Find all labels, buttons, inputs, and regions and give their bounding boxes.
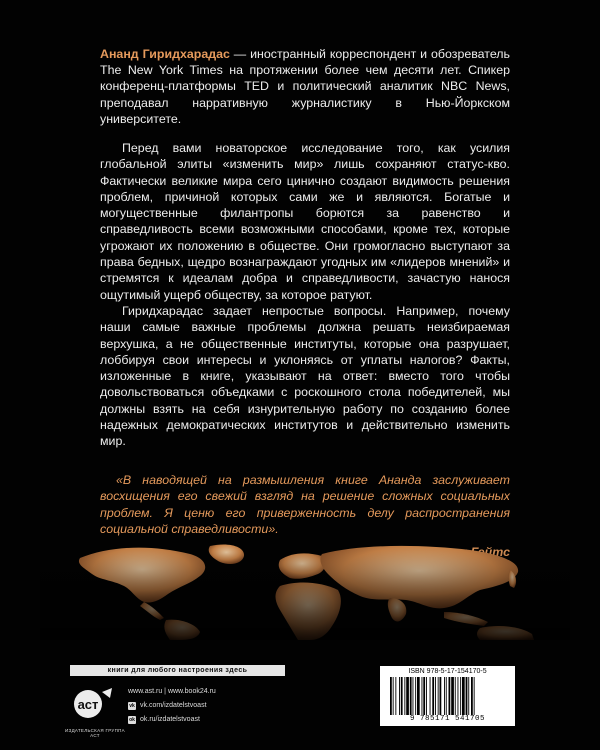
barcode-bar bbox=[415, 677, 416, 715]
barcode-bar bbox=[466, 677, 468, 715]
author-bio-text: — иностранный корреспондент и обозреватель The New York Times на протяжении более чем десяти лет. Спикер конференц-платформы TED и политический аналитик NBC News, преподавал нарративную журналистику в Нью-Йоркском университете. bbox=[100, 47, 510, 126]
vk-link-text[interactable]: vk.com/izdatelstvoast bbox=[140, 702, 207, 709]
barcode-bar bbox=[444, 677, 445, 715]
barcode-bar bbox=[422, 677, 423, 715]
link-ok[interactable] bbox=[128, 714, 298, 725]
barcode-digits: 9 785171 541705 bbox=[409, 715, 485, 723]
barcode-bar bbox=[449, 677, 451, 715]
ok-link-text[interactable]: ok.ru/izdatelstvoast bbox=[140, 716, 200, 723]
barcode-bar bbox=[458, 677, 459, 715]
barcode-bar bbox=[399, 677, 400, 715]
barcode-bar bbox=[430, 677, 431, 715]
publisher-tagline: книги для любого настроения здесь bbox=[70, 665, 285, 676]
website-link-text[interactable]: www.ast.ru | www.book24.ru bbox=[128, 688, 216, 695]
barcode-bar bbox=[390, 677, 392, 715]
barcode-bar bbox=[410, 677, 412, 715]
quote-text: «В наводящей на размышления книге Ананда заслуживает восхищения его свежий взгляд на решение сложных социальных проблем. Я ценю его приверженность делу распространения социальной справедливости». bbox=[100, 473, 510, 536]
barcode-bar bbox=[426, 677, 427, 715]
barcode-bar bbox=[393, 677, 394, 715]
ast-publisher-logo bbox=[72, 686, 114, 720]
barcode-bar bbox=[462, 677, 465, 715]
barcode-bar bbox=[413, 677, 414, 715]
barcode-bar bbox=[440, 677, 442, 715]
publisher-label: ИЗДАТЕЛЬСКАЯ ГРУППА АСТ bbox=[65, 728, 125, 738]
barcode-bar bbox=[406, 677, 409, 715]
barcode-icon bbox=[390, 677, 506, 715]
barcode-bar bbox=[468, 677, 469, 715]
ok-icon: ok bbox=[129, 716, 135, 723]
isbn-barcode bbox=[380, 666, 515, 726]
barcode-bar bbox=[423, 677, 425, 715]
link-vk[interactable] bbox=[128, 700, 298, 711]
barcode-bar bbox=[460, 677, 461, 715]
barcode-bar bbox=[432, 677, 434, 715]
author-bio bbox=[100, 46, 510, 127]
barcode-bar bbox=[435, 677, 436, 715]
world-map-illustration bbox=[40, 540, 570, 640]
barcode-bar bbox=[455, 677, 456, 715]
barcode-bar bbox=[451, 677, 454, 715]
barcode-bar bbox=[446, 677, 447, 715]
barcode-bar bbox=[404, 677, 405, 715]
barcode-bar bbox=[474, 677, 475, 715]
publisher-logo-text: аст bbox=[77, 697, 99, 712]
isbn-label: ISBN 978-5-17-154170-5 bbox=[408, 668, 487, 675]
barcode-bar bbox=[471, 677, 473, 715]
barcode-bar bbox=[401, 677, 403, 715]
barcode-bar bbox=[417, 677, 420, 715]
barcode-bar bbox=[395, 677, 396, 715]
author-name: Ананд Гиридхарадас bbox=[100, 47, 230, 61]
description-paragraph-1: Перед вами новаторское исследование того, как усилия глобальной элиты «изменить мир» лишь сохраняют статус-кво. Фактически великие мира сего цинично создают видимость решения проблем, причиной которых сами же и являются. Богатые и могущественные филантропы борются за равенство и справедливость всеми возможными способами, кроме тех, которые угрожают их положению в обществе. Они громогласно выступают за права бедных, щедро вознаграждают угодных им «лидеров мнений» и стремятся к идеалам добра и справедливости, зачастую нанося ощутимый ущерб обществу, за которое ратуют. bbox=[100, 141, 510, 302]
vk-icon: vk bbox=[129, 702, 135, 709]
description-paragraph-2: Гиридхарадас задает непростые вопросы. Например, почему наши самые важные проблемы должна решать неизбираемая верхушка, а не общественные институты, которые она разрушает, лоббируя свои интересы и уклоняясь от уплаты налогов? Факты, изложенные в книге, указывают на ответ: вместо того чтобы довольствоваться объедками с роскошного стола победителей, мы должны взять на себя изнурительную работу по созданию более надежных демократических институтов и действительно изменить мир. bbox=[100, 303, 510, 449]
barcode-bar bbox=[438, 677, 439, 715]
book-description bbox=[100, 140, 510, 450]
link-website[interactable] bbox=[128, 686, 298, 697]
publisher-links bbox=[128, 686, 298, 725]
endorsement-quote bbox=[100, 472, 510, 537]
